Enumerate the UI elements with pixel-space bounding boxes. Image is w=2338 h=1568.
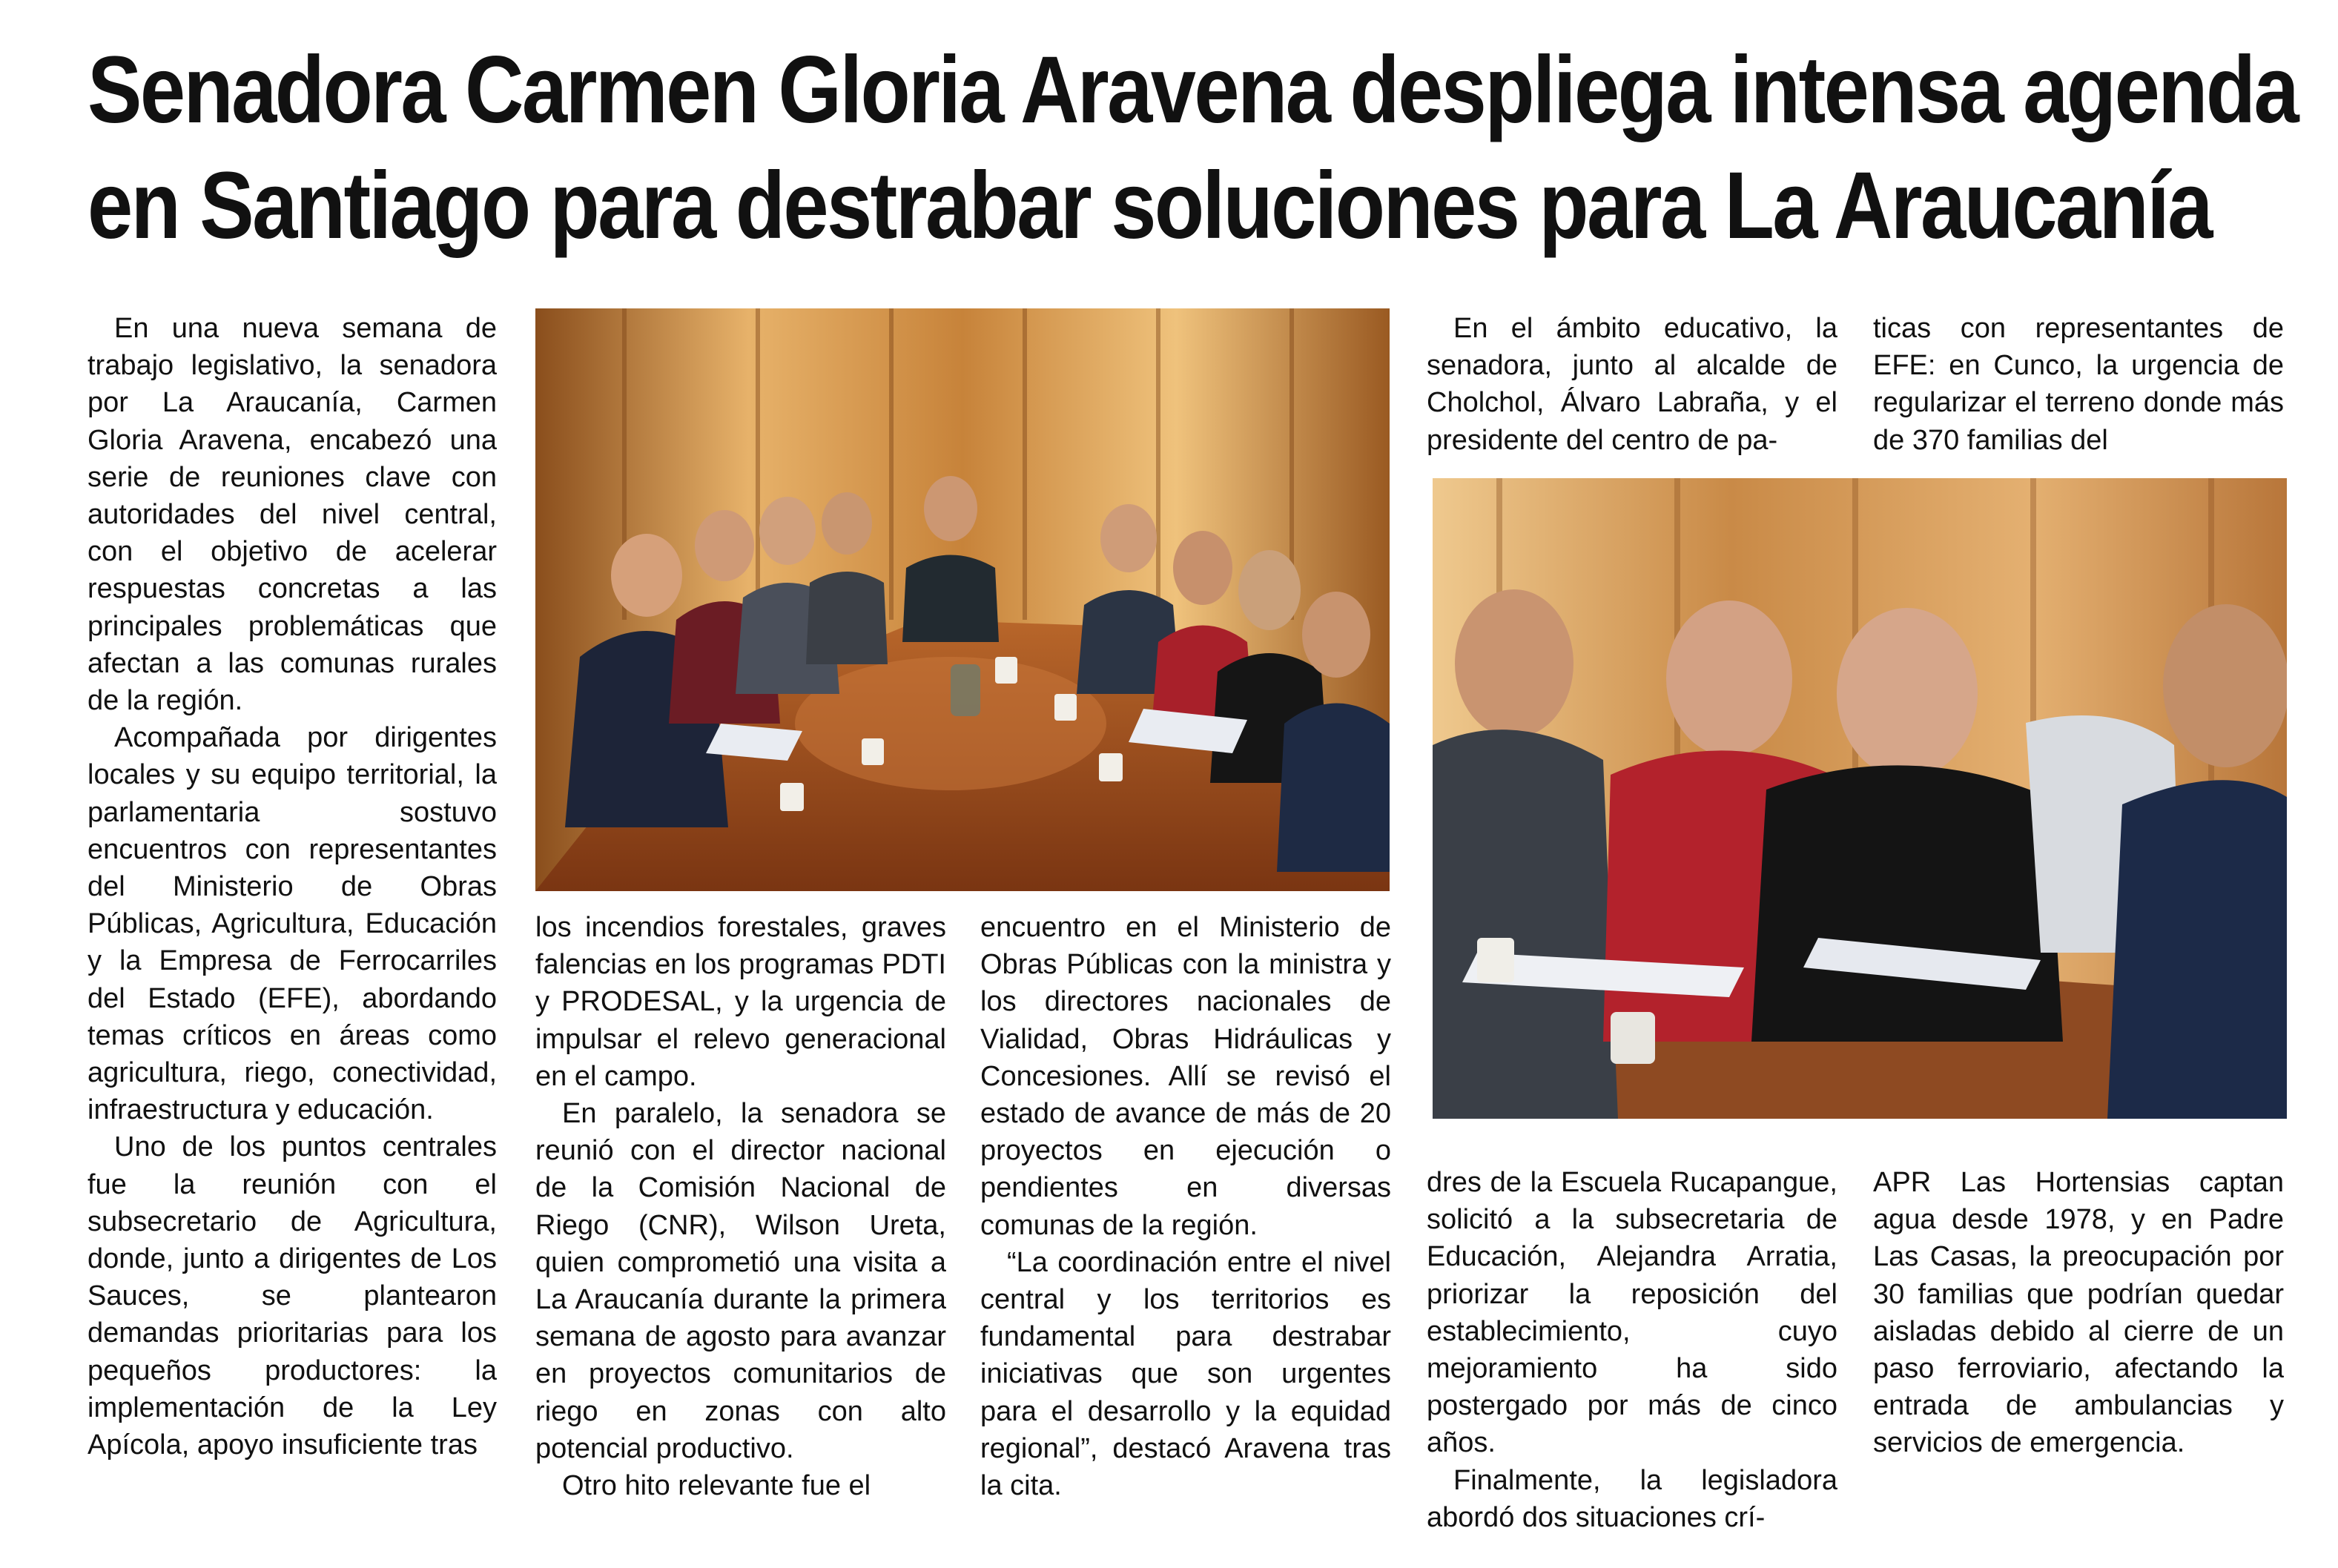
paragraph: dres de la Escuela Rucapangue, solicitó a la subsecretaria de Educación, Alejandra Arratia, priorizar la reposición del establecimiento, cuyo mejoramiento ha sido postergado por más de cinco años. bbox=[1427, 1167, 1837, 1459]
column-3 bbox=[980, 909, 1391, 1504]
paragraph: “La coordinación entre el nivel central y los territorios es fundamental para destrabar iniciativas que son urgentes para el desarrollo y la equidad regional”, destacó Aravena tras la cita. bbox=[980, 1246, 1391, 1502]
headline bbox=[87, 33, 2298, 264]
headline-line-2: en Santiago para destrabar soluciones para La Araucanía bbox=[87, 153, 2211, 259]
meeting-photo-2 bbox=[1433, 478, 2287, 1119]
paragraph: En el ámbito educativo, la senadora, junto al alcalde de Cholchol, Álvaro Labraña, y el presidente del centro de pa- bbox=[1427, 313, 1837, 456]
column-1 bbox=[87, 310, 497, 1463]
paragraph: APR Las Hortensias captan agua desde 1978, y en Padre Las Casas, la preocupación por 30 familias que podrían quedar aisladas debido al cierre de un paso ferroviario, afectando la entrada de ambulancias y servicios de emergencia. bbox=[1873, 1167, 2284, 1459]
column-4-bottom bbox=[1427, 1164, 1837, 1536]
paragraph: En una nueva semana de trabajo legislativo, la senadora por La Araucanía, Carmen Gloria Aravena, encabezó una serie de reuniones clave con autoridades del nivel central, con el objetivo de acelerar respuestas concretas a las principales problemáticas que afectan a las comunas rurales de la región. bbox=[87, 313, 497, 717]
paragraph: Finalmente, la legisladora abordó dos situaciones crí- bbox=[1427, 1464, 1837, 1533]
column-4-top bbox=[1427, 310, 1837, 459]
paragraph: En paralelo, la senadora se reunió con el director nacional de la Comisión Nacional de Riego (CNR), Wilson Ureta, quien comprometió una visita a La Araucanía durante la primera semana de agosto para avanzar en proyectos comunitarios de riego en zonas con alto potencial productivo. bbox=[535, 1098, 946, 1464]
paragraph: Uno de los puntos centrales fue la reunión con el subsecretario de Agricultura, donde, junto a dirigentes de Los Sauces, se plantearon demandas prioritarias para los pequeños productores: la implementación de la Ley Apícola, apoyo insuficiente tras bbox=[87, 1131, 497, 1461]
paragraph: Otro hito relevante fue el bbox=[562, 1470, 871, 1502]
column-5-bottom bbox=[1873, 1164, 2284, 1462]
paragraph: encuentro en el Ministerio de Obras Públicas con la ministra y los directores nacionales de Vialidad, Obras Hidráulicas y Concesiones. Allí se revisó el estado de avance de más de 20 proyectos en ejecución o pendientes en diversas comunas de la región. bbox=[980, 912, 1391, 1241]
headline-line-1: Senadora Carmen Gloria Aravena despliega intensa agenda bbox=[87, 37, 2298, 143]
paragraph: los incendios forestales, graves falencias en los programas PDTI y PRODESAL, y la urgencia de impulsar el relevo generacional en el campo. bbox=[535, 912, 946, 1092]
column-5-top bbox=[1873, 310, 2284, 459]
paragraph: Acompañada por dirigentes locales y su equipo territorial, la parlamentaria sostuvo encuentros con representantes del Ministerio de Obras Públicas, Agricultura, Educación y la Empresa de Ferrocarriles del Estado (EFE), abordando temas críticos en áreas como agricultura, riego, conectividad, infraestructura y educación. bbox=[87, 722, 497, 1126]
paragraph: ticas con representantes de EFE: en Cunco, la urgencia de regularizar el terreno donde más de 370 familias del bbox=[1873, 313, 2284, 456]
meeting-photo-1 bbox=[535, 308, 1390, 891]
column-2 bbox=[535, 909, 946, 1504]
